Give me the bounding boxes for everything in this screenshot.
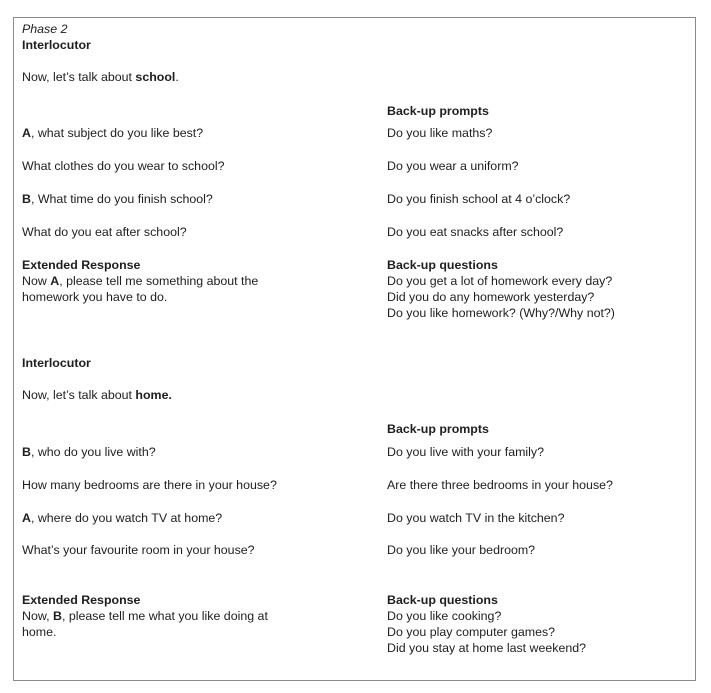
section2-backup-question-2: Do you play computer games? [387,625,556,639]
section1-prompt-3: Do you finish school at 4 o’clock? [387,192,571,206]
extended-text: , please tell me something about the [59,274,259,288]
question-text: , What time do you finish school? [30,192,213,206]
question-text: How many bedrooms are there in your house? [22,478,277,492]
section1-backup-question-1: Do you get a lot of homework every day? [387,274,613,288]
section2-intro-text: Now, let’s talk about [22,388,136,402]
section2-extended-line2: home. [22,625,57,639]
section1-backup-questions-heading: Back-up questions [387,258,498,272]
page-frame [13,17,696,681]
section1-prompt-4: Do you eat snacks after school? [387,225,564,239]
section1-question-3 [22,192,213,207]
section2-intro [22,388,172,403]
section2-question-1 [22,445,156,460]
extended-text: , please tell me what you like doing at [61,609,268,623]
section2-prompt-1: Do you live with your family? [387,445,545,459]
section1-intro [22,70,179,85]
section2-extended-heading: Extended Response [22,593,141,607]
question-text: What clothes do you wear to school? [22,159,225,173]
section2-question-3 [22,511,222,526]
section1-heading: Interlocutor [22,38,91,52]
section2-heading: Interlocutor [22,356,91,370]
extended-pre: Now, [22,609,53,623]
section2-backup-question-3: Did you stay at home last weekend? [387,641,587,655]
speaker-label: A [22,126,31,140]
section1-question-1 [22,126,203,141]
question-text: , what subject do you like best? [30,126,204,140]
section1-question-2 [22,159,225,174]
phase-label: Phase 2 [22,22,68,36]
section2-backup-question-1: Do you like cooking? [387,609,502,623]
section1-extended-line2: homework you have to do. [22,290,168,304]
speaker-label: A [22,511,31,525]
question-text: , where do you watch TV at home? [30,511,223,525]
speaker-label: A [50,274,60,288]
section1-prompts-heading: Back-up prompts [387,104,489,118]
section2-prompt-4: Do you like your bedroom? [387,543,536,557]
section2-prompt-3: Do you watch TV in the kitchen? [387,511,565,525]
extended-pre: Now [22,274,51,288]
section2-extended-line1 [22,609,268,624]
section1-extended-line1 [22,274,258,289]
section1-intro-end: . [175,70,179,84]
section2-question-2 [22,478,277,493]
section1-intro-text: Now, let’s talk about [22,70,136,84]
section2-intro-topic: home. [135,388,172,402]
section2-question-4 [22,543,255,558]
section2-prompts-heading: Back-up prompts [387,422,489,436]
speaker-label: B [53,609,62,623]
question-text: What do you eat after school? [22,225,187,239]
section1-prompt-1: Do you like maths? [387,126,493,140]
section2-backup-questions-heading: Back-up questions [387,593,498,607]
section1-question-4 [22,225,187,240]
section2-prompt-2: Are there three bedrooms in your house? [387,478,613,492]
question-text: What’s your favourite room in your house? [22,543,255,557]
section1-backup-question-3: Do you like homework? (Why?/Why not?) [387,306,615,320]
speaker-label: B [22,192,31,206]
speaker-label: B [22,445,31,459]
section1-intro-topic: school [135,70,176,84]
section1-prompt-2: Do you wear a uniform? [387,159,519,173]
section1-backup-question-2: Did you do any homework yesterday? [387,290,595,304]
question-text: , who do you live with? [30,445,156,459]
section1-extended-heading: Extended Response [22,258,141,272]
